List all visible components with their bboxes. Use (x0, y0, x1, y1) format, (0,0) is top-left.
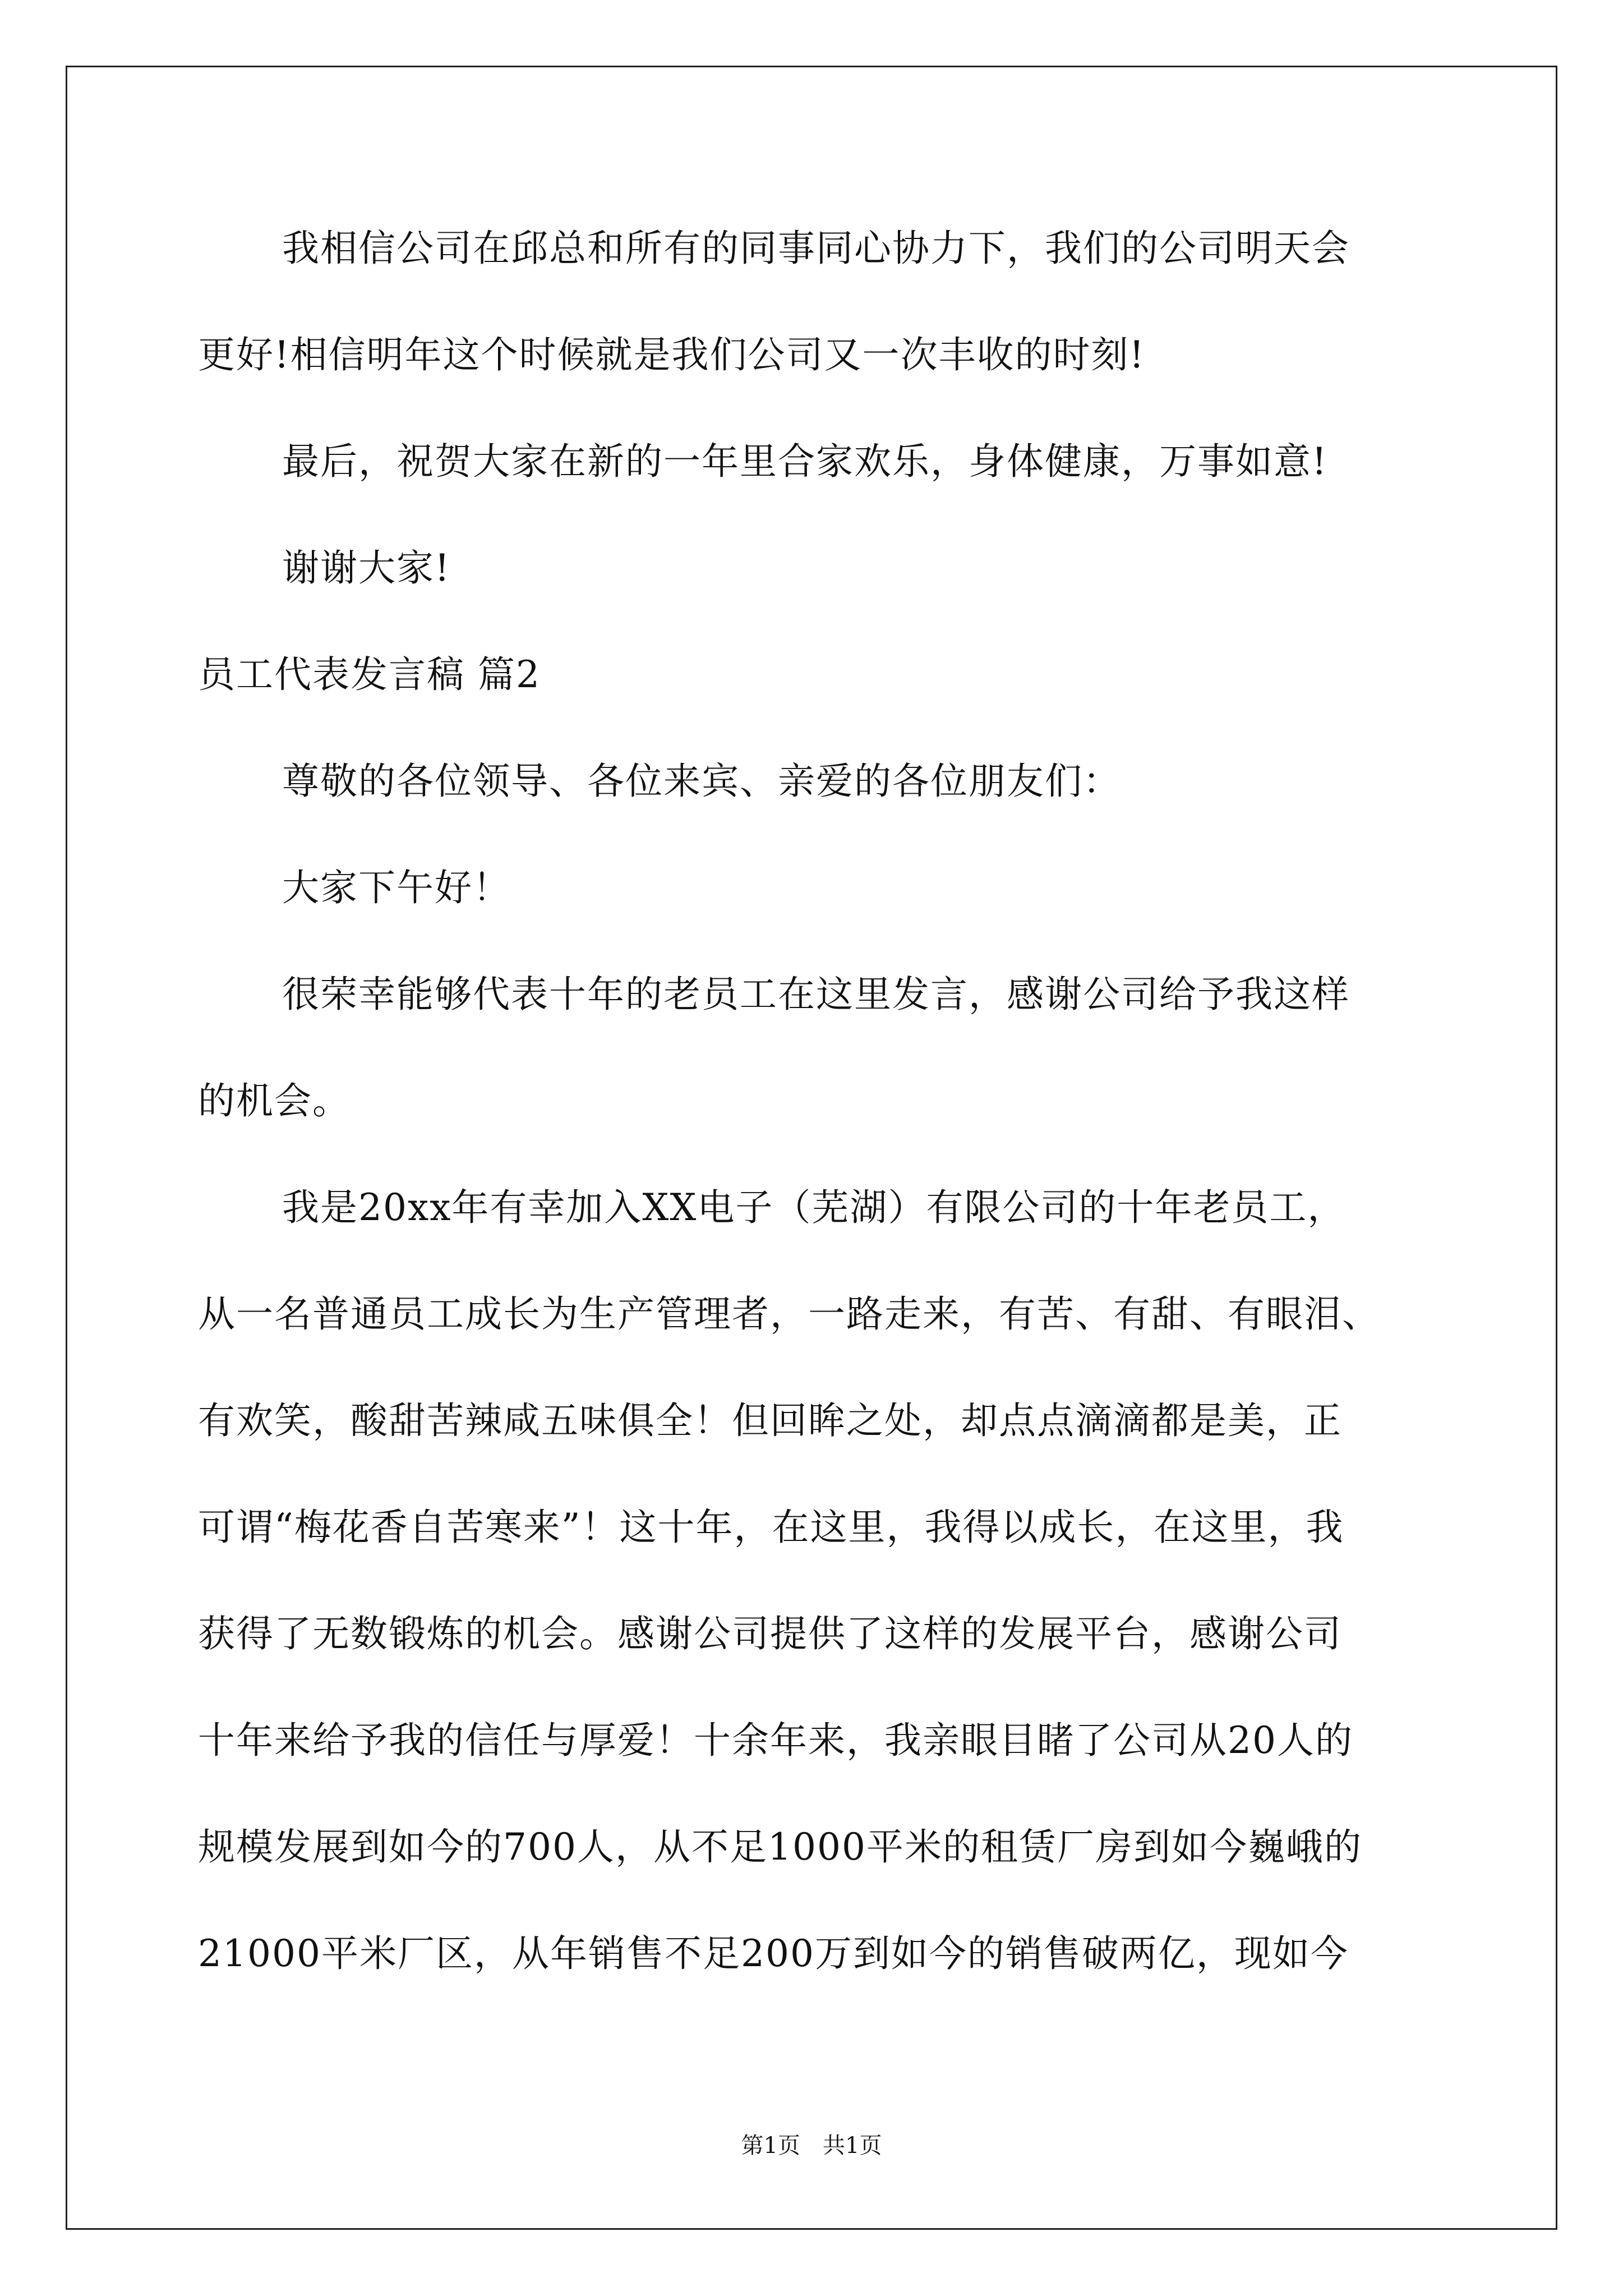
paragraph-line: 大家下午好！ (282, 866, 511, 909)
paragraph-line: 获得了无数锻炼的机会。感谢公司提供了这样的发展平台，感谢公司 (198, 1612, 1342, 1655)
paragraph-line: 我相信公司在邱总和所有的同事同心协力下，我们的公司明天会 (282, 227, 1350, 270)
paragraph-line: 最后，祝贺大家在新的一年里合家欢乐，身体健康，万事如意! (282, 440, 1328, 483)
paragraph-line: 从一名普通员工成长为生产管理者，一路走来，有苦、有甜、有眼泪、 (198, 1292, 1380, 1336)
paragraph-line: 我是20xx年有幸加入XX电子（芜湖）有限公司的十年老员工， (282, 1186, 1346, 1229)
paragraph-line: 的机会。 (198, 1079, 351, 1122)
page-footer (0, 2128, 1623, 2160)
paragraph-line: 有欢笑，酸甜苦辣咸五味俱全！但回眸之处，却点点滴滴都是美，正 (198, 1399, 1342, 1442)
page-total: 共1页 (823, 2133, 882, 2159)
paragraph-line: 很荣幸能够代表十年的老员工在这里发言，感谢公司给予我这样 (282, 973, 1350, 1016)
paragraph-line: 规模发展到如今的700人，从不足1000平米的租赁厂房到如今巍峨的 (198, 1825, 1362, 1869)
section-heading: 员工代表发言稿 篇2 (198, 653, 541, 696)
paragraph-line: 可谓“梅花香自苦寒来”！这十年，在这里，我得以成长，在这里，我 (198, 1506, 1344, 1549)
paragraph-line: 21000平米厂区，从年销售不足200万到如今的销售破两亿，现如今 (198, 1932, 1349, 1975)
page-number: 第1页 (741, 2133, 800, 2159)
paragraph-line: 十年来给予我的信任与厚爱！十余年来，我亲眼目睹了公司从20人的 (198, 1719, 1353, 1762)
paragraph-line: 更好!相信明年这个时候就是我们公司又一次丰收的时刻! (198, 333, 1146, 376)
paragraph-line: 尊敬的各位领导、各位来宾、亲爱的各位朋友们： (282, 760, 1121, 803)
paragraph-line: 谢谢大家! (282, 546, 451, 590)
page-border (66, 66, 1557, 2230)
